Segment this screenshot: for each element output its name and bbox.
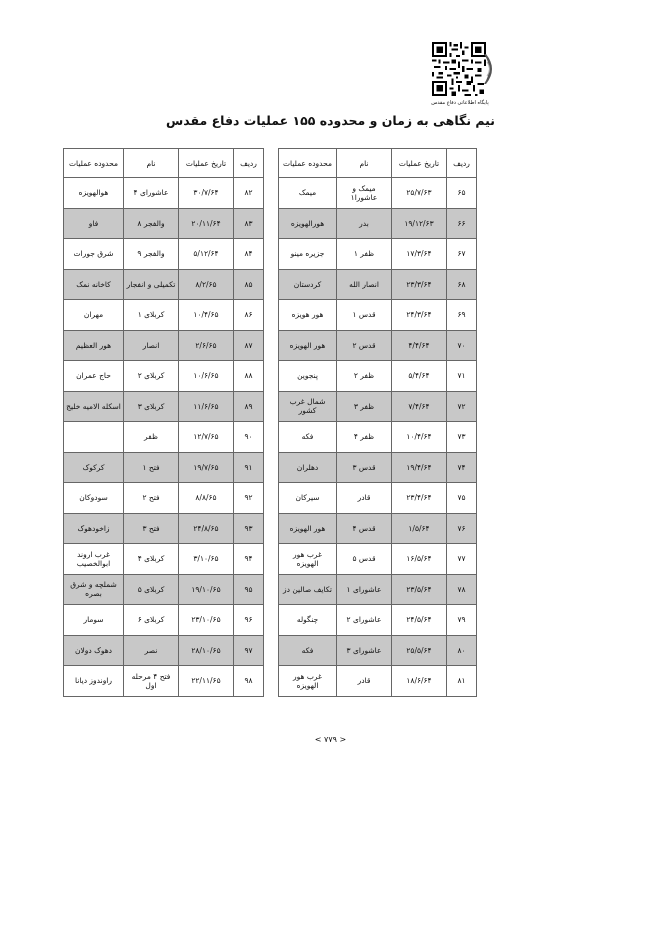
cell-area: کرکوک (64, 452, 124, 483)
cell-num: ۶۵ (447, 178, 477, 209)
cell-num: ۹۵ (234, 574, 264, 605)
cell-num: ۷۴ (447, 452, 477, 483)
cell-name: ظفر (124, 422, 179, 453)
cell-area: فاو (64, 208, 124, 239)
cell-num: ۶۶ (447, 208, 477, 239)
cell-name: فتح ۴ مرحله اول (124, 666, 179, 697)
cell-date: ۲۴/۸/۶۵ (179, 513, 234, 544)
table-row (279, 300, 477, 331)
cell-name: کربلای ۳ (124, 391, 179, 422)
header-row-num: ردیف (234, 149, 264, 178)
cell-date: ۸/۸/۶۵ (179, 483, 234, 514)
table-row (64, 635, 264, 666)
cell-date: ۱۰/۴/۶۴ (392, 422, 447, 453)
cell-name: انصار (124, 330, 179, 361)
header-date: تاریخ عملیات (179, 149, 234, 178)
cell-date: ۲۴/۵/۶۴ (392, 605, 447, 636)
cell-area: تکایف صالین دز (279, 574, 337, 605)
cell-date: ۲۳/۵/۶۴ (392, 574, 447, 605)
header-area: محدوده عملیات (279, 149, 337, 178)
cell-name: عاشورای ۱ (337, 574, 392, 605)
cell-name: فتح ۳ (124, 513, 179, 544)
cell-num: ۹۰ (234, 422, 264, 453)
cell-area: کردستان (279, 269, 337, 300)
cell-name: قدس ۱ (337, 300, 392, 331)
table-row (279, 178, 477, 209)
cell-date: ۲/۶/۶۵ (179, 330, 234, 361)
cell-area: میمک (279, 178, 337, 209)
cell-num: ۸۸ (234, 361, 264, 392)
cell-date: ۳۰/۷/۶۴ (179, 178, 234, 209)
cell-date: ۱۹/۱۰/۶۵ (179, 574, 234, 605)
cell-date: ۲۵/۷/۶۳ (392, 178, 447, 209)
cell-area: هورالهویزه (279, 208, 337, 239)
table-row (279, 361, 477, 392)
cell-area: هور هویزه (279, 300, 337, 331)
header-name: نام (124, 149, 179, 178)
cell-num: ۹۸ (234, 666, 264, 697)
cell-date: ۱۷/۳/۶۴ (392, 239, 447, 270)
cell-num: ۶۹ (447, 300, 477, 331)
operations-table-left (63, 148, 264, 697)
cell-date: ۸/۲/۶۵ (179, 269, 234, 300)
table-row (64, 574, 264, 605)
cell-name: فتح ۲ (124, 483, 179, 514)
table-row (279, 483, 477, 514)
cell-area: غرب اروند ابوالخصیب (64, 544, 124, 575)
cell-date: ۲۳/۳/۶۴ (392, 269, 447, 300)
table-row (279, 635, 477, 666)
cell-name: عاشورای ۴ (124, 178, 179, 209)
cell-area: هور الهویزه (279, 513, 337, 544)
cell-date: ۵/۱۲/۶۴ (179, 239, 234, 270)
cell-date: ۱۱/۶/۶۵ (179, 391, 234, 422)
cell-area: پنجوین (279, 361, 337, 392)
cell-date: ۱۰/۴/۶۵ (179, 300, 234, 331)
cell-name: ظفر ۲ (337, 361, 392, 392)
cell-num: ۸۹ (234, 391, 264, 422)
table-row (64, 544, 264, 575)
cell-date: ۴/۴/۶۴ (392, 330, 447, 361)
cell-area: سومار (64, 605, 124, 636)
cell-date: ۲۰/۱۱/۶۴ (179, 208, 234, 239)
table-row (64, 208, 264, 239)
cell-name: قدس ۲ (337, 330, 392, 361)
cell-num: ۷۷ (447, 544, 477, 575)
table-row (279, 269, 477, 300)
table-row (64, 666, 264, 697)
cell-name: والفجر ۸ (124, 208, 179, 239)
cell-area: دهوک دولان (64, 635, 124, 666)
table-row (279, 208, 477, 239)
cell-name: کربلای ۵ (124, 574, 179, 605)
cell-area: غرب هور الهویزه (279, 544, 337, 575)
cell-num: ۸۴ (234, 239, 264, 270)
table-row (279, 330, 477, 361)
cell-name: عاشورای ۲ (337, 605, 392, 636)
seal-icon (484, 54, 498, 84)
table-body (279, 178, 477, 697)
page-title: نیم نگاهی به زمان و محدوده ۱۵۵ عملیات دفاع مقدس (166, 113, 495, 128)
cell-date: ۷/۴/۶۴ (392, 391, 447, 422)
cell-num: ۹۳ (234, 513, 264, 544)
cell-name: قدس ۴ (337, 513, 392, 544)
cell-date: ۱۹/۱۲/۶۳ (392, 208, 447, 239)
cell-date: ۲۳/۴/۶۴ (392, 483, 447, 514)
cell-num: ۹۶ (234, 605, 264, 636)
table-row (64, 269, 264, 300)
cell-area: شرق جورات (64, 239, 124, 270)
cell-area: سودوکان (64, 483, 124, 514)
cell-area: شملچه و شرق بصره (64, 574, 124, 605)
cell-date: ۱۹/۴/۶۴ (392, 452, 447, 483)
cell-num: ۸۱ (447, 666, 477, 697)
cell-area: حاج عمران (64, 361, 124, 392)
cell-name: فتح ۱ (124, 452, 179, 483)
cell-num: ۹۲ (234, 483, 264, 514)
cell-area: غرب هور الهویزه (279, 666, 337, 697)
table-row (64, 483, 264, 514)
table-row (279, 666, 477, 697)
cell-name: قادر (337, 483, 392, 514)
cell-date: ۲۲/۱۱/۶۵ (179, 666, 234, 697)
cell-area: هور الهویزه (279, 330, 337, 361)
cell-num: ۹۱ (234, 452, 264, 483)
cell-num: ۷۸ (447, 574, 477, 605)
table-row (64, 300, 264, 331)
cell-date: ۵/۴/۶۴ (392, 361, 447, 392)
cell-area: سیرکان (279, 483, 337, 514)
cell-name: کربلای ۱ (124, 300, 179, 331)
table-row (64, 178, 264, 209)
cell-num: ۷۵ (447, 483, 477, 514)
cell-name: نصر (124, 635, 179, 666)
cell-name: عاشورای ۳ (337, 635, 392, 666)
cell-area: هوالهویزه (64, 178, 124, 209)
cell-num: ۸۳ (234, 208, 264, 239)
table-row (64, 422, 264, 453)
cell-num: ۷۰ (447, 330, 477, 361)
cell-name: ظفر ۴ (337, 422, 392, 453)
table-row (64, 361, 264, 392)
cell-area: فکه (279, 422, 337, 453)
cell-name: بدر (337, 208, 392, 239)
cell-num: ۶۷ (447, 239, 477, 270)
table-row (279, 574, 477, 605)
table-header-row (279, 149, 477, 178)
table-row (64, 452, 264, 483)
cell-date: ۱/۵/۶۴ (392, 513, 447, 544)
cell-date: ۲۸/۱۰/۶۵ (179, 635, 234, 666)
table-row (279, 422, 477, 453)
cell-num: ۷۱ (447, 361, 477, 392)
cell-area: چنگوله (279, 605, 337, 636)
table-row (279, 239, 477, 270)
cell-date: ۲۳/۱۰/۶۵ (179, 605, 234, 636)
cell-num: ۸۶ (234, 300, 264, 331)
cell-num: ۶۸ (447, 269, 477, 300)
table-row (64, 330, 264, 361)
cell-num: ۸۵ (234, 269, 264, 300)
cell-num: ۷۳ (447, 422, 477, 453)
table-row (64, 239, 264, 270)
cell-num: ۸۲ (234, 178, 264, 209)
cell-date: ۱۶/۵/۶۴ (392, 544, 447, 575)
cell-area: هور العظیم (64, 330, 124, 361)
cell-area: راوندوز دیانا (64, 666, 124, 697)
cell-area: شمال غرب کشور (279, 391, 337, 422)
table-body (64, 178, 264, 697)
table-row (64, 513, 264, 544)
table-row (279, 391, 477, 422)
operations-table-right (278, 148, 477, 697)
table-row (279, 605, 477, 636)
header-date: تاریخ عملیات (392, 149, 447, 178)
cell-num: ۷۶ (447, 513, 477, 544)
cell-num: ۷۲ (447, 391, 477, 422)
cell-num: ۷۹ (447, 605, 477, 636)
cell-area: کاخانه نمک (64, 269, 124, 300)
table-row (64, 605, 264, 636)
header-name: نام (337, 149, 392, 178)
cell-name: ظفر ۱ (337, 239, 392, 270)
cell-name: ظفر ۳ (337, 391, 392, 422)
header-area: محدوده عملیات (64, 149, 124, 178)
cell-num: ۹۴ (234, 544, 264, 575)
header-row-num: ردیف (447, 149, 477, 178)
cell-area: جزیره مینو (279, 239, 337, 270)
cell-date: ۲۵/۵/۶۴ (392, 635, 447, 666)
table-row (64, 391, 264, 422)
cell-date: ۳/۱۰/۶۵ (179, 544, 234, 575)
table-header-row (64, 149, 264, 178)
cell-num: ۸۷ (234, 330, 264, 361)
cell-date: ۱۹/۷/۶۵ (179, 452, 234, 483)
cell-name: انصار الله (337, 269, 392, 300)
cell-num: ۹۷ (234, 635, 264, 666)
table-row (279, 513, 477, 544)
cell-name: قادر (337, 666, 392, 697)
cell-name: میمک و عاشورا۱ (337, 178, 392, 209)
cell-date: ۱۰/۶/۶۵ (179, 361, 234, 392)
cell-date: ۱۸/۶/۶۴ (392, 666, 447, 697)
cell-area: فکه (279, 635, 337, 666)
cell-num: ۸۰ (447, 635, 477, 666)
cell-area (64, 422, 124, 453)
table-row (279, 544, 477, 575)
cell-name: قدس ۵ (337, 544, 392, 575)
cell-date: ۱۲/۷/۶۵ (179, 422, 234, 453)
cell-area: مهران (64, 300, 124, 331)
cell-name: قدس ۳ (337, 452, 392, 483)
cell-name: کربلای ۴ (124, 544, 179, 575)
cell-area: اسکله الامیه خلیج (64, 391, 124, 422)
cell-area: زاخودهوک (64, 513, 124, 544)
cell-date: ۲۴/۳/۶۴ (392, 300, 447, 331)
cell-name: تکمیلی و انفجار (124, 269, 179, 300)
qr-caption: پایگاه اطلاعاتی دفاع مقدس (431, 100, 489, 106)
cell-name: کربلای ۶ (124, 605, 179, 636)
table-row (279, 452, 477, 483)
cell-name: والفجر ۹ (124, 239, 179, 270)
cell-name: کربلای ۲ (124, 361, 179, 392)
qr-code-icon (432, 42, 486, 96)
cell-area: دهلران (279, 452, 337, 483)
page-number: < ۷۷۹ > (314, 735, 347, 744)
